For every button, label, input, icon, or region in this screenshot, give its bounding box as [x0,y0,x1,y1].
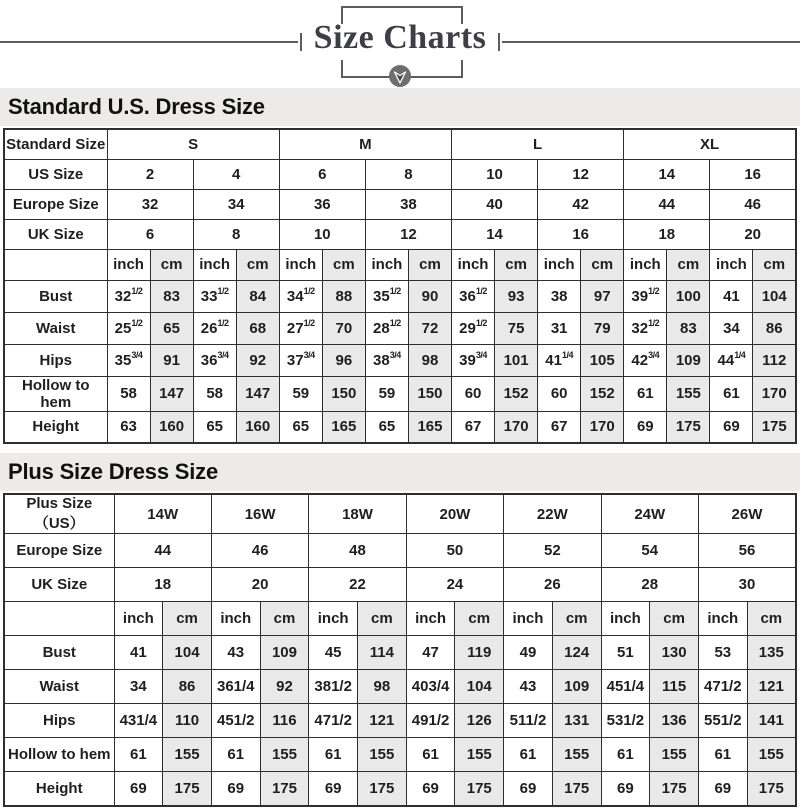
measure-cell: 86 [753,312,796,344]
size-cell: 6 [279,159,365,189]
measure-cell: 119 [455,636,504,670]
measure-cell: $37^{3/4}$ [279,344,322,376]
unit-cell: inch [452,249,495,280]
measure-row [4,636,796,670]
size-cell: 32 [107,189,193,219]
measure-cell: 155 [552,738,601,772]
measure-cell: 152 [581,376,624,411]
unit-cell: cm [552,602,601,636]
measure-cell: 160 [150,411,193,443]
measure-cell: 170 [581,411,624,443]
unit-cell: cm [747,602,796,636]
size-cell: 48 [309,534,406,568]
measure-cell: 61 [624,376,667,411]
measure-cell: 491/2 [406,704,455,738]
measure-cell: 69 [309,772,358,806]
size-cell: 46 [211,534,308,568]
measure-cell: 531/2 [601,704,650,738]
unit-row [4,249,796,280]
row-label: Europe Size [4,534,114,568]
size-row [4,159,796,189]
size-cell: 16 [538,219,624,249]
measure-cell: $32^{1/2}$ [624,312,667,344]
measure-cell: $44^{1/4}$ [710,344,753,376]
measure-cell: 79 [581,312,624,344]
unit-row [4,602,796,636]
size-cell: 38 [365,189,451,219]
plus-size-title: Plus Size Dress Size [0,453,800,491]
measure-cell: 175 [747,772,796,806]
measure-cell: 155 [358,738,407,772]
size-cell: 22W [504,494,601,534]
row-label: Height [4,411,107,443]
measure-cell: 109 [667,344,710,376]
size-cell: 20 [211,568,308,602]
size-cell: 50 [406,534,503,568]
measure-cell: 61 [309,738,358,772]
size-cell: 16W [211,494,308,534]
size-row [4,189,796,219]
size-cell: 12 [538,159,624,189]
measure-cell: 69 [211,772,260,806]
row-label: Bust [4,636,114,670]
measure-cell: 100 [667,280,710,312]
measure-cell: 175 [163,772,212,806]
measure-cell: 131 [552,704,601,738]
size-cell: 18 [114,568,211,602]
measure-cell: $29^{1/2}$ [452,312,495,344]
measure-cell: 451/2 [211,704,260,738]
measure-cell: 551/2 [698,704,747,738]
standard-size-table [3,128,797,444]
measure-cell: 92 [236,344,279,376]
unit-cell: inch [279,249,322,280]
measure-cell: 126 [455,704,504,738]
measure-cell: 112 [753,344,796,376]
measure-cell: 65 [150,312,193,344]
measure-cell: 70 [322,312,365,344]
measure-cell: 155 [163,738,212,772]
measure-cell: 155 [747,738,796,772]
size-cell: 6 [107,219,193,249]
row-label [4,249,107,280]
size-cell: 20W [406,494,503,534]
measure-cell: 130 [650,636,699,670]
row-label [4,602,114,636]
measure-cell: 147 [150,376,193,411]
unit-cell: inch [211,602,260,636]
size-cell: 56 [698,534,796,568]
measure-cell: 41 [710,280,753,312]
measure-cell: 69 [406,772,455,806]
measure-cell: 65 [365,411,408,443]
measure-cell: 93 [495,280,538,312]
measure-row [4,312,796,344]
measure-row [4,670,796,704]
measure-cell: 63 [107,411,150,443]
size-cell: 14 [452,219,538,249]
measure-cell: 104 [753,280,796,312]
size-row [4,494,796,534]
measure-cell: 97 [581,280,624,312]
measure-cell: 69 [698,772,747,806]
measure-cell: 110 [163,704,212,738]
measure-cell: 109 [552,670,601,704]
unit-cell: inch [538,249,581,280]
measure-cell: 69 [601,772,650,806]
size-row [4,534,796,568]
row-label: Hips [4,704,114,738]
measure-cell: 147 [236,376,279,411]
unit-cell: cm [163,602,212,636]
measure-cell: 72 [408,312,451,344]
size-cell: 44 [624,189,710,219]
measure-cell: 45 [309,636,358,670]
measure-cell: $42^{3/4}$ [624,344,667,376]
size-cell: 8 [365,159,451,189]
chevron-down-icon [388,64,412,88]
unit-cell: cm [455,602,504,636]
measure-cell: 47 [406,636,455,670]
measure-cell: 175 [753,411,796,443]
row-label: Bust [4,280,107,312]
row-label: Hollow to hem [4,738,114,772]
unit-cell: inch [406,602,455,636]
measure-cell: 65 [279,411,322,443]
measure-cell: 61 [698,738,747,772]
unit-cell: inch [309,602,358,636]
measure-cell: 155 [260,738,309,772]
size-cell: 8 [193,219,279,249]
measure-cell: $34^{1/2}$ [279,280,322,312]
measure-cell: $35^{3/4}$ [107,344,150,376]
measure-cell: 69 [114,772,163,806]
measure-cell: $28^{1/2}$ [365,312,408,344]
measure-cell: 136 [650,704,699,738]
measure-cell: 471/2 [698,670,747,704]
measure-cell: 170 [753,376,796,411]
measure-cell: 59 [279,376,322,411]
measure-cell: 104 [455,670,504,704]
size-cell: XL [624,129,796,159]
size-cell: 28 [601,568,698,602]
measure-cell: 451/4 [601,670,650,704]
measure-cell: 471/2 [309,704,358,738]
measure-cell: 124 [552,636,601,670]
measure-cell: 31 [538,312,581,344]
measure-cell: 98 [358,670,407,704]
measure-cell: $25^{1/2}$ [107,312,150,344]
size-cell: L [452,129,624,159]
measure-cell: 61 [211,738,260,772]
unit-cell: cm [150,249,193,280]
measure-cell: $26^{1/2}$ [193,312,236,344]
measure-cell: 34 [114,670,163,704]
measure-row [4,738,796,772]
measure-cell: 101 [495,344,538,376]
measure-cell: 109 [260,636,309,670]
measure-cell: 91 [150,344,193,376]
measure-cell: $35^{1/2}$ [365,280,408,312]
unit-cell: inch [365,249,408,280]
measure-cell: 58 [193,376,236,411]
measure-cell: 511/2 [504,704,553,738]
unit-cell: cm [236,249,279,280]
size-row [4,129,796,159]
measure-cell: 58 [107,376,150,411]
right-rule-tick [498,33,500,51]
measure-cell: 150 [408,376,451,411]
plus-size-table [3,493,797,807]
unit-cell: cm [581,249,624,280]
unit-cell: cm [753,249,796,280]
measure-cell: $41^{1/4}$ [538,344,581,376]
size-cell: 2 [107,159,193,189]
size-cell: 14W [114,494,211,534]
unit-cell: inch [601,602,650,636]
size-cell: 52 [504,534,601,568]
measure-cell: $27^{1/2}$ [279,312,322,344]
unit-cell: cm [408,249,451,280]
right-rule [502,41,800,43]
measure-cell: $39^{3/4}$ [452,344,495,376]
measure-cell: 75 [495,312,538,344]
measure-cell: 67 [538,411,581,443]
measure-cell: 83 [150,280,193,312]
unit-cell: cm [650,602,699,636]
measure-cell: 43 [504,670,553,704]
unit-cell: inch [624,249,667,280]
size-cell: 4 [193,159,279,189]
measure-cell: 84 [236,280,279,312]
measure-row [4,704,796,738]
size-cell: 18 [624,219,710,249]
measure-cell: 155 [650,738,699,772]
size-cell: 36 [279,189,365,219]
measure-cell: 135 [747,636,796,670]
size-cell: 12 [365,219,451,249]
measure-cell: $39^{1/2}$ [624,280,667,312]
measure-row [4,344,796,376]
row-label: Europe Size [4,189,107,219]
measure-cell: 53 [698,636,747,670]
standard-size-title: Standard U.S. Dress Size [0,88,800,126]
measure-cell: 67 [452,411,495,443]
size-cell: 44 [114,534,211,568]
unit-cell: inch [710,249,753,280]
measure-cell: 175 [552,772,601,806]
measure-cell: $36^{3/4}$ [193,344,236,376]
size-cell: 30 [698,568,796,602]
measure-cell: 34 [710,312,753,344]
measure-cell: 175 [260,772,309,806]
size-cell: M [279,129,451,159]
measure-cell: 60 [538,376,581,411]
standard-size-section [0,88,800,444]
row-label: Waist [4,670,114,704]
measure-cell: 61 [710,376,753,411]
measure-cell: 175 [667,411,710,443]
size-cell: 24W [601,494,698,534]
size-cell: S [107,129,279,159]
measure-cell: 51 [601,636,650,670]
measure-cell: 165 [408,411,451,443]
measure-cell: 116 [260,704,309,738]
measure-cell: 98 [408,344,451,376]
measure-row [4,411,796,443]
size-cell: 22 [309,568,406,602]
measure-cell: 61 [504,738,553,772]
size-cell: 54 [601,534,698,568]
measure-cell: 59 [365,376,408,411]
size-cell: 14 [624,159,710,189]
measure-cell: 69 [504,772,553,806]
unit-cell: cm [495,249,538,280]
measure-cell: 155 [667,376,710,411]
measure-cell: 165 [322,411,365,443]
measure-cell: 170 [495,411,538,443]
row-label: Hollow to hem [4,376,107,411]
measure-cell: 61 [406,738,455,772]
plus-size-section [0,453,800,807]
unit-cell: inch [698,602,747,636]
measure-cell: 121 [747,670,796,704]
measure-cell: 141 [747,704,796,738]
measure-cell: 90 [408,280,451,312]
row-label: UK Size [4,568,114,602]
size-cell: 40 [452,189,538,219]
measure-cell: 115 [650,670,699,704]
measure-cell: 38 [538,280,581,312]
measure-cell: 403/4 [406,670,455,704]
size-row [4,568,796,602]
measure-cell: 69 [710,411,753,443]
measure-cell: 150 [322,376,365,411]
measure-cell: 83 [667,312,710,344]
measure-row [4,772,796,806]
unit-cell: inch [107,249,150,280]
size-cell: 26W [698,494,796,534]
row-label: Plus Size （US） [4,494,114,534]
measure-cell: 105 [581,344,624,376]
row-label: Height [4,772,114,806]
page-title: Size Charts [313,19,487,56]
measure-cell: 152 [495,376,538,411]
unit-cell: inch [193,249,236,280]
measure-cell: 361/4 [211,670,260,704]
unit-cell: cm [260,602,309,636]
measure-cell: 60 [452,376,495,411]
row-label: Hips [4,344,107,376]
unit-cell: inch [114,602,163,636]
measure-cell: $32^{1/2}$ [107,280,150,312]
unit-cell: cm [322,249,365,280]
unit-cell: inch [504,602,553,636]
size-cell: 10 [452,159,538,189]
measure-row [4,376,796,411]
measure-cell: 155 [455,738,504,772]
measure-cell: 86 [163,670,212,704]
measure-row [4,280,796,312]
size-cell: 16 [710,159,796,189]
measure-cell: 68 [236,312,279,344]
measure-cell: 61 [114,738,163,772]
measure-cell: 175 [650,772,699,806]
measure-cell: $36^{1/2}$ [452,280,495,312]
size-charts-header [0,0,800,88]
measure-cell: 121 [358,704,407,738]
measure-cell: 160 [236,411,279,443]
size-cell: 34 [193,189,279,219]
measure-cell: $33^{1/2}$ [193,280,236,312]
measure-cell: 88 [322,280,365,312]
size-cell: 20 [710,219,796,249]
size-cell: 26 [504,568,601,602]
row-label: Standard Size [4,129,107,159]
measure-cell: 41 [114,636,163,670]
measure-cell: 104 [163,636,212,670]
size-cell: 46 [710,189,796,219]
size-row [4,219,796,249]
measure-cell: 43 [211,636,260,670]
size-cell: 18W [309,494,406,534]
row-label: US Size [4,159,107,189]
size-cell: 10 [279,219,365,249]
measure-cell: 175 [455,772,504,806]
row-label: UK Size [4,219,107,249]
measure-cell: 69 [624,411,667,443]
unit-cell: cm [667,249,710,280]
row-label: Waist [4,312,107,344]
measure-cell: 61 [601,738,650,772]
size-cell: 42 [538,189,624,219]
measure-cell: 49 [504,636,553,670]
measure-cell: $38^{3/4}$ [365,344,408,376]
measure-cell: 65 [193,411,236,443]
measure-cell: 92 [260,670,309,704]
measure-cell: 96 [322,344,365,376]
unit-cell: cm [358,602,407,636]
size-cell: 24 [406,568,503,602]
measure-cell: 114 [358,636,407,670]
measure-cell: 381/2 [309,670,358,704]
measure-cell: 431/4 [114,704,163,738]
measure-cell: 175 [358,772,407,806]
